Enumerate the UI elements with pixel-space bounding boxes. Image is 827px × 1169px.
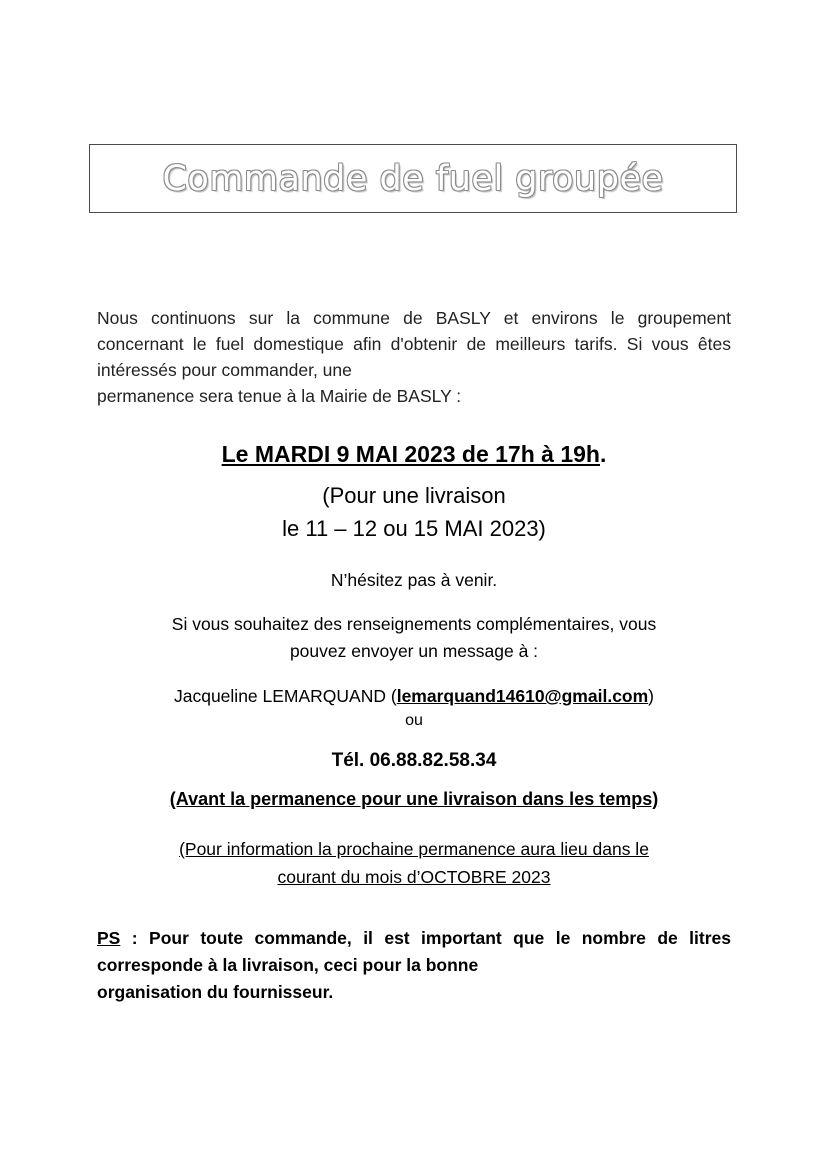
delivery-line-2: le 11 – 12 ou 15 MAI 2023) xyxy=(282,516,546,541)
ps-label: PS xyxy=(97,928,121,948)
next-permanence-line-2: courant du mois d’OCTOBRE 2023 xyxy=(277,867,551,887)
before-permanence-line: (Avant la permanence pour une livraison dans les temps) xyxy=(169,789,659,809)
intro-paragraph xyxy=(97,305,731,409)
ps-paragraph xyxy=(97,925,731,1006)
ps-text-lastline: organisation du fournisseur. xyxy=(97,982,334,1002)
or-label: ou xyxy=(405,712,423,729)
info-request-line-2: pouvez envoyer un message à : xyxy=(289,641,539,661)
info-request-line-1: Si vous souhaitez des renseignements complémentaires, vous xyxy=(171,614,657,634)
contact-email-link[interactable]: lemarquand14610@gmail.com xyxy=(396,686,649,706)
permanence-date-underlined: Le MARDI 9 MAI 2023 de 17h à 19h xyxy=(221,441,600,467)
contact-name: Jacqueline LEMARQUAND ( xyxy=(173,686,397,706)
intro-paragraph-lastline: permanence sera tenue à la Mairie de BASLY : xyxy=(97,386,462,406)
contact-line xyxy=(97,683,731,709)
title-box xyxy=(89,144,737,213)
permanence-date-period: . xyxy=(599,441,607,467)
phone-line: Tél. 06.88.82.58.34 xyxy=(331,750,497,771)
delivery-line-1: (Pour une livraison xyxy=(322,483,506,508)
permanence-date-line xyxy=(97,439,731,469)
ps-text: : Pour toute commande, il est important que le nombre de litres corresponde à la livraison, ceci pour la bonne xyxy=(97,928,731,975)
hesitate-line: N’hésitez pas à venir. xyxy=(330,570,498,590)
contact-close-paren: ) xyxy=(648,686,654,706)
next-permanence-line-1: (Pour information la prochaine permanence aura lieu dans le xyxy=(179,839,649,859)
intro-paragraph-text: Nous continuons sur la commune de BASLY et environs le groupement concernant le fuel domestique afin d'obtenir de meilleurs tarifs. Si vous êtes intéressés pour commander, une xyxy=(97,308,731,380)
page-title: Commande de fuel groupée xyxy=(162,158,664,199)
document-body xyxy=(97,305,731,1006)
